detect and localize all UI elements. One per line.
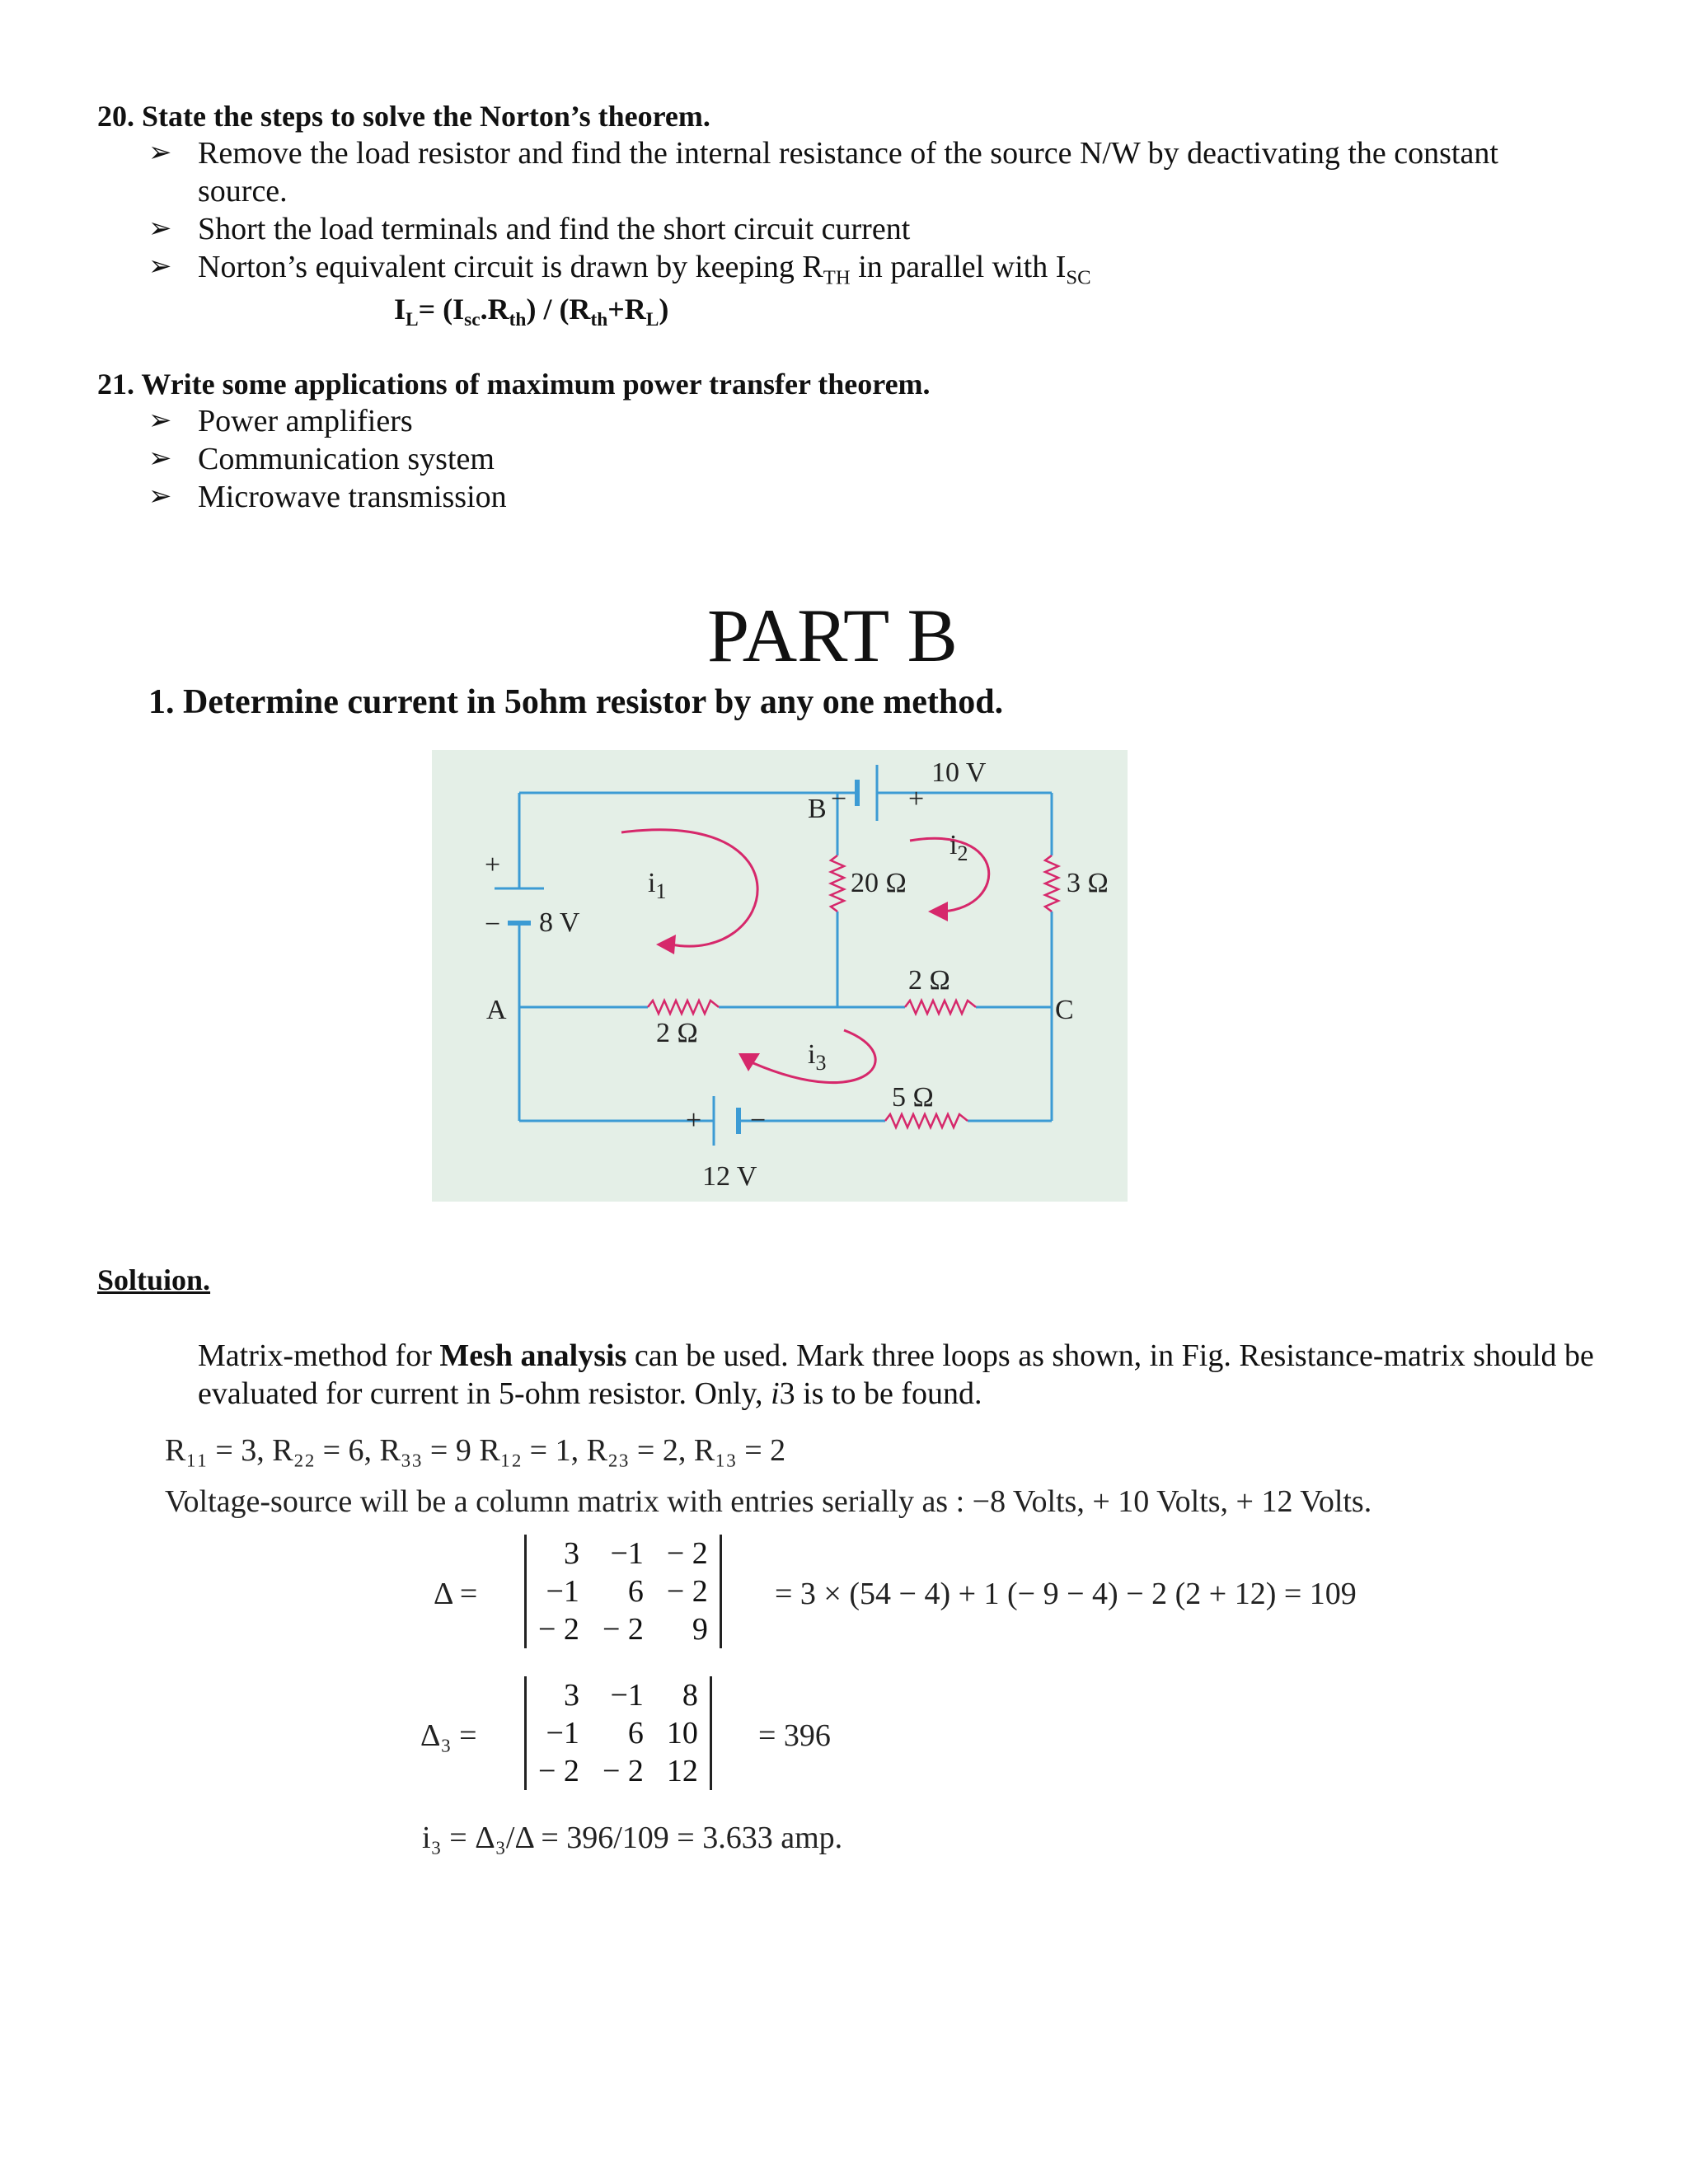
resistor-5-ohm — [885, 1114, 968, 1127]
label-2-ohm-right: 2 Ω — [908, 965, 950, 996]
loop-i1-arrowhead-icon — [656, 935, 676, 954]
question-20-title: 20. State the steps to solve the Norton’s theorem. — [97, 100, 710, 133]
label-20-ohm: 20 Ω — [851, 868, 907, 898]
arrow-bullet-icon: ➢ — [148, 443, 172, 474]
delta3-result: = 396 — [758, 1718, 831, 1753]
loop-i1-label: $i_1$ — [648, 868, 667, 903]
arrow-bullet-icon: ➢ — [148, 251, 172, 282]
node-a-label: A — [486, 995, 507, 1025]
arrow-bullet-icon: ➢ — [148, 213, 172, 244]
label-2-ohm-left: 2 Ω — [656, 1018, 698, 1048]
loop-i2-label: $i_2$ — [950, 830, 968, 865]
resistor-2-ohm-right — [905, 1001, 976, 1014]
label-3-ohm: 3 Ω — [1067, 868, 1109, 898]
voltage-source-line: Voltage-source will be a column matrix with entries serially as : −8 Volts, + 10 Volts, + 12 Volts. — [165, 1484, 1372, 1519]
list-item-text: Microwave transmission — [198, 480, 507, 514]
list-item-text: Communication system — [198, 442, 495, 476]
label-12v: 12 V — [702, 1161, 757, 1192]
loop-i3-label: $i_3$ — [808, 1039, 827, 1075]
bullet-text-cont: source. — [198, 174, 288, 209]
arrow-bullet-icon: ➢ — [148, 405, 172, 436]
i3-result-line: i₃ = Δ₃/Δ = 396/109 = 3.633 amp. — [422, 1821, 843, 1855]
resistor-20-ohm — [831, 855, 844, 912]
delta3-matrix: 3 −1 8 −1 6 10 − 2 − 2 12 — [524, 1676, 712, 1790]
minus-sign-12v: − — [750, 1105, 767, 1136]
delta3-label: Δ₃ = — [420, 1718, 477, 1753]
delta-label: Δ = — [434, 1577, 478, 1611]
circuit-wires — [519, 793, 1052, 1121]
node-b-label: B — [808, 794, 827, 824]
plus-sign-8v: + — [485, 850, 501, 880]
bullet-text: Norton’s equivalent circuit is drawn by keeping $R_{TH}$ in parallel with $I_{SC}$ — [198, 250, 1091, 289]
solution-paragraph: Matrix-method for Mesh analysis can be used. Mark three loops as shown, in Fig. Resistance-matrix should be evaluated for current in 5-ohm resistor. Only, i3 is to be found. — [198, 1338, 1594, 1411]
loop-i1-arrow — [621, 830, 757, 946]
minus-sign-8v: − — [485, 909, 501, 940]
battery-8v-icon — [495, 888, 544, 923]
label-10v: 10 V — [931, 757, 987, 788]
plus-sign-10v: + — [908, 784, 925, 814]
delta-matrix: 3 −1 − 2 −1 6 − 2 − 2 − 2 9 — [524, 1535, 722, 1648]
resistor-3-ohm — [1045, 855, 1058, 912]
arrow-bullet-icon: ➢ — [148, 481, 172, 512]
bullet-text: Remove the load resistor and find the internal resistance of the source N/W by deactivating the constant — [198, 136, 1498, 171]
plus-sign-12v: + — [686, 1105, 702, 1136]
loop-i2-arrowhead-icon — [928, 902, 948, 921]
circuit-diagram — [432, 750, 1128, 1202]
question-21-title: 21. Write some applications of maximum power transfer theorem. — [97, 368, 931, 401]
resistance-values: R₁₁ = 3, R₂₂ = 6, R₃₃ = 9 R₁₂ = 1, R₂₃ = 2, R₁₃ = 2 — [165, 1433, 786, 1468]
label-8v: 8 V — [539, 907, 580, 938]
battery-12v-icon — [714, 1096, 738, 1146]
minus-sign-10v: − — [831, 784, 847, 814]
label-5-ohm: 5 Ω — [892, 1082, 934, 1113]
loop-i3-arrowhead-icon — [738, 1053, 760, 1071]
resistor-2-ohm-left — [648, 1001, 719, 1014]
list-item-text: Power amplifiers — [198, 404, 413, 438]
delta-result: = 3 × (54 − 4) + 1 (− 9 − 4) − 2 (2 + 12) = 109 — [775, 1577, 1357, 1611]
arrow-bullet-icon: ➢ — [148, 138, 172, 168]
bullet-text: Short the load terminals and find the short circuit current — [198, 212, 911, 246]
part-b-heading: PART B — [707, 593, 958, 677]
node-c-label: C — [1055, 995, 1074, 1025]
solution-label: Soltuion. — [97, 1263, 211, 1296]
part-b-question-1: 1. Determine current in 5ohm resistor by any one method. — [148, 683, 1004, 721]
norton-formula: $I_L= (I_{sc}.R_{th}) / (R_{th}+R_L)$ — [394, 293, 669, 331]
